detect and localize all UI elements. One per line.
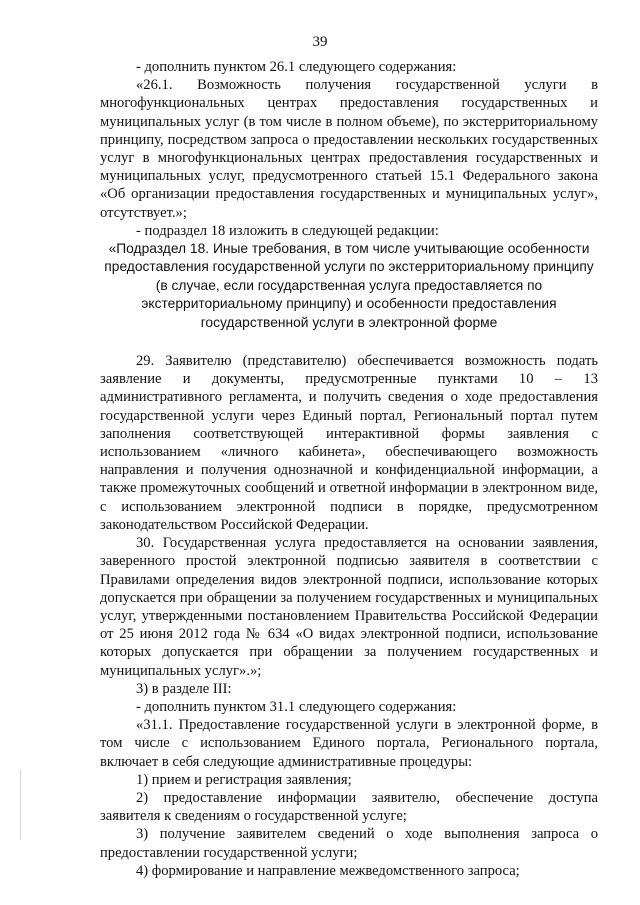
paragraph-31-1: «31.1. Предоставление государственной услуги в электронной форме, в том числе с использованием Единого портала, Регионального портала, включает в себя следующие административные процедуры: bbox=[100, 717, 598, 770]
document-body bbox=[100, 58, 598, 880]
list-item-1: 1) прием и регистрация заявления; bbox=[136, 771, 352, 788]
paragraph-section-3: 3) в разделе III: bbox=[136, 680, 232, 697]
list-item-3: 3) получение заявителем сведений о ходе выполнения запроса о предоставлении государственной услуги; bbox=[100, 826, 598, 861]
page-number: 39 bbox=[312, 34, 328, 50]
paragraph-26-1: «26.1. Возможность получения государственной услуги в многофункциональных центрах предоставления государственных и муниципальных услуг (в том числе в полном объеме), по экстерриториальному принципу, посредством запроса о предоставлении нескольких государственных услуг в многофункциональных центрах предоставления государственных и муниципальных услуг, предусмотренного статьей 15.1 Федерального закона «Об организации предоставления государственных и муниципальных услуг», отсутствует.»; bbox=[100, 77, 598, 221]
paragraph-add-26-1: - дополнить пунктом 26.1 следующего содержания: bbox=[136, 59, 457, 75]
paragraph-subsection-18-edit: - подраздел 18 изложить в следующей редакции: bbox=[136, 222, 439, 239]
spacer bbox=[100, 332, 598, 352]
paragraph-30: 30. Государственная услуга предоставляется на основании заявления, заверенного простой электронной подписью заявителя в соответствии с Правилами определения видов электронной подписи, использование которых допускается при обращении за получением государственных и муниципальных услуг, утвержденными постановлением Правительства Российской Федерации от 25 июня 2012 года № 634 «О видах электронной подписи, использование которых допускается при обращении за получением государственных и муниципальных услуг».»; bbox=[100, 535, 598, 679]
margin-mark bbox=[20, 770, 21, 840]
subsection-18-heading: «Подраздел 18. Иные требования, в том числе учитывающие особенности предоставления государственной услуги по экстерриториальному принципу (в случае, если государственная услуга предоставляется по экстерриториальному принципу) и особенности предоставления государственной услуги в электронной форме bbox=[104, 241, 594, 330]
list-item-4: 4) формирование и направление межведомственного запроса; bbox=[136, 862, 520, 879]
list-item-2: 2) предоставление информации заявителю, обеспечение доступа заявителя к сведениям о государственной услуге; bbox=[100, 789, 598, 825]
paragraph-add-31-1: - дополнить пунктом 31.1 следующего содержания: bbox=[136, 698, 457, 715]
paragraph-29: 29. Заявителю (представителю) обеспечивается возможность подать заявление и документы, предусмотренные пунктами 10 – 13 административного регламента, и получить сведения о ходе предоставления государственной услуги через Единый портал, Региональный портал путем заполнения соответствующей интерактивной формы заявления с использованием «личного кабинета», обеспечивающего возможность направления и получения однозначной и конфиденциальной информации, а также промежуточных сообщений и ответной информации в электронном виде, с использованием электронной подписи в порядке, предусмотренном законодательством Российской Федерации. bbox=[100, 353, 598, 533]
